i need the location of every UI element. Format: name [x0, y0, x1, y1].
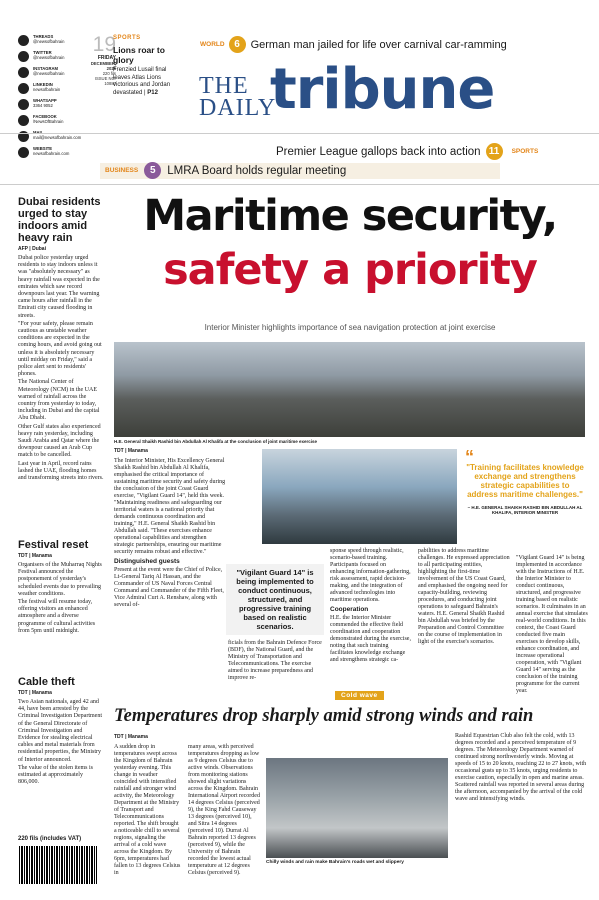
social-text — [33, 114, 64, 124]
barcode — [18, 845, 98, 885]
main-col1-text: The Interior Minister, His Excellency General Shaikh Rashid bin Abdullah Al Khalifa, emphasised the critical importance of sustaining maritime security and safety during the conclusion of the joint Coast Guard exercise, "Vigilant Guard 14", held this week. "Maintaining readiness and safeguarding our territorial waters is a national priority that demands continuous coordination and training," H.E. General Shaikh Rashid bin Abdullah said. "These exercises enhance operational capabilities and strengthen strategic partnerships, ensuring our maritime security remains robust and effective." — [114, 458, 226, 555]
quote-mark-icon: “ — [465, 447, 474, 467]
quote-box — [465, 447, 585, 515]
threads-icon — [18, 35, 29, 46]
paragraph: Two Asian nationals, aged 42 and 44, have been arrested by the Criminal Investigation Department of the General Directorate of Criminal Investigation and Evidence for stealing electrical cables and metal materials from residential properties, the Ministry of Interior announced. — [18, 699, 102, 763]
pull-quote: "Vigilant Guard 14" is being implemented to conduct continuous, structured, and progressive training based on realistic scenarios. — [226, 564, 324, 635]
subhead-distinguished: Distinguished guests — [114, 558, 180, 565]
social-handle: @newsofbahrain — [33, 71, 65, 76]
story-dubai — [18, 196, 104, 483]
social-name: TWITTER — [33, 50, 52, 55]
social-text — [33, 82, 60, 92]
social-name: WEBSITE — [33, 146, 53, 151]
story-cable-body — [18, 699, 104, 786]
social-handle: @newsofbahrain — [33, 39, 65, 44]
facebook-icon — [18, 115, 29, 126]
logo-the: THE — [199, 73, 249, 99]
main-subheadline: Interior Minister highlights importance of sea navigation protection at joint exercise — [204, 323, 496, 332]
linkedin-icon — [18, 83, 29, 94]
social-text — [33, 50, 65, 60]
social-name: LINKEDIN — [33, 82, 53, 87]
date-month-year: DECEMBER, 2025 — [90, 61, 116, 71]
world-headline: German man jailed for life over carnival car-ramming — [250, 38, 507, 51]
sports-teaser-page: P12 — [147, 89, 158, 96]
world-tag: WORLD — [200, 41, 225, 48]
divider — [0, 133, 599, 134]
story-festival-body — [18, 562, 104, 635]
weather-col2: many areas, with perceived temperatures dropping as low as 9 degrees Celsius due to active winds. Observations from monitoring stations showed slight variations across the Kingdom. Bahrain International Airport recorded 14 degrees Celsius (perceived 9), the King Fahd Causeway 13 degrees (perceived 10), and Sitra 14 degrees (perceived 10). Durrat Al Bahrain reported 13 degrees (perceived 9), while the University of Bahrain recorded the lowest actual temperature at 12 degrees Celsius (perceived 9). — [188, 744, 260, 876]
sports-teaser-sub-text: Frenzied Lusail final leaves Atlas Lions victorious and Jordan devastated — [113, 67, 171, 96]
world-teaser[interactable] — [200, 36, 507, 53]
business-page-number: 5 — [144, 162, 161, 179]
social-handle: 3364 9052 — [33, 103, 53, 108]
social-text — [33, 34, 65, 44]
whatsapp-icon — [18, 99, 29, 110]
pl-page-number: 11 — [486, 143, 503, 160]
weather-col3: Rashid Equestrian Club also felt the cold, with 13 degrees recorded and a perceived temperature of 9 degrees. The Meteorology Department warned of continued strong northwesterly winds. Moving at speeds of 15 to 20 knots, reaching 22 to 27 knots, with occasional gusts up to 35 knots, urging residents to exercise caution, especially in open and marine areas. Scattered rainfall was reported in several areas during the afternoon, accompanied by the arrival of the cold wave and intensifying winds. — [455, 733, 587, 802]
main-photo — [114, 342, 585, 437]
barcode-price: 220 fils (includes VAT) — [18, 836, 82, 842]
main-headline-line2[interactable]: safety a priority — [163, 245, 537, 295]
paragraph: "For your safety, please remain cautious as unstable weather conditions are expected in the coming hours, and avoid going out unless it is absolutely necessary until midday on Friday," said a police alert sent to residents' phones. — [18, 320, 102, 378]
social-handle: @newsofbahrain — [33, 55, 65, 60]
weather-col1: A sudden drop in temperatures swept across the Kingdom of Bahrain yesterday evening. This change in weather coincided with intensified rainfall and stronger wind activity, the Meteorology Department at the Ministry of Transport and Telecommunications reported. The shift brought a noticeable chill to several regions, signaling the arrival of a cold wave across the Kingdom. By 6pm, temperatures had fallen to 13 degrees Celsius in — [114, 744, 181, 876]
social-text — [33, 146, 69, 156]
social-handle: newsofbahrain.com — [33, 151, 70, 156]
story-dubai-headline: Dubai residents urged to stay indoors amid heavy rain — [18, 196, 101, 244]
story-festival — [18, 539, 104, 636]
paragraph: The National Center of Meteorology (NCM) in the UAE warned of rainfall across the country from yesterday to today, including in Dubai and the capital Abu Dhabi. — [18, 379, 100, 422]
main-col1 — [114, 458, 226, 609]
date-price: 220 fils — [102, 71, 116, 76]
story-dubai-body — [18, 255, 104, 482]
date-box — [86, 34, 116, 86]
social-text — [33, 130, 81, 140]
story-cable-byline: TDT | Manama — [18, 690, 52, 696]
date-weekday: FRIDAY — [97, 55, 116, 61]
sports-teaser-sub: Frenzied Lusail final leaves Atlas Lions victorious and Jordan devastated | P12 — [113, 67, 171, 96]
date-day-number: 19 — [92, 33, 116, 56]
business-headline: LMRA Board holds regular meeting — [167, 164, 347, 177]
social-item-facebook[interactable] — [18, 114, 108, 128]
quote-text: "Training facilitates knowledge exchange and strengthens strategic capabilities to address maritime challenges." — [466, 463, 584, 499]
caption-text: Chilly winds and rain make Bahrain's roads wet and slippery — [266, 860, 404, 865]
story-festival-byline: TDT | Manama — [18, 553, 52, 559]
weather-byline: TDT | Manama — [114, 734, 148, 740]
website-icon — [18, 147, 29, 158]
date-issue: ISSUE NO. 10887 — [94, 76, 116, 86]
pl-headline: Premier League gallops back into action — [276, 145, 481, 158]
premier-league-teaser[interactable] — [276, 143, 538, 160]
pl-tag: SPORTS — [511, 148, 539, 155]
world-page-number: 6 — [229, 36, 246, 53]
story-cable-theft — [18, 676, 104, 787]
exercise-photo — [262, 449, 457, 544]
social-item-whatsapp[interactable] — [18, 98, 108, 112]
paragraph: The festival will resume today, offering visitors an enhanced atmosphere and a diverse programme of cultural activities from 5pm until midnight. — [18, 599, 96, 634]
main-col5: "Vigilant Guard 14" is being implemented in accordance with the Instructions of H.E. the Interior Minister to conduct continuous, structured, and progressive training based on realistic scenarios. It culminates in an annual exercise that simulates real-world conditions. In this context, the Coast Guard conducted five main exercises to develop skills, enhance coordination, and increase operational cooperation, with "Vigilant Guard 14" serving as the conclusion of the training programme for the current year. — [516, 555, 588, 694]
social-handle: mail@newsofbahrain.com — [33, 135, 82, 140]
caption-text: H.E. General Shaikh Rashid bin Abdullah Al Khalifa at the conclusion of joint maritime exercise — [114, 439, 317, 444]
divider — [0, 184, 599, 185]
main-photo-caption — [114, 439, 585, 444]
main-col3-text: sponse speed through realistic, scenario-based training. Participants focused on enhancing information-gathering, risk assessment, rapid decision-making, and the integration of advanced technologies into maritime operations. — [330, 548, 411, 603]
main-col4: pabilities to address maritime challenges. He expressed appreciation to all participating entities, highlighting the first-time involvement of the US Coast Guard, and emphasised the ongoing need for capacity-building, reviewing procedures, and conducting joint operations to safeguard Bahrain's waters. H.E. General Shaikh Rashid bin Abdullah was briefed by the Preparation and Control Committee on the course of implementation in light of the exercise's scenarios. — [418, 548, 510, 645]
twitter-icon — [18, 51, 29, 62]
sports-teaser-tag: SPORTS — [113, 35, 141, 41]
paragraph: Dubai police yesterday urged residents to stay indoors unless it was "absolutely necessary" as heavy rainfall was expected in the emirates which saw record downpours last year. The warning came hours after rainfall in the Emirati city caused flooding in streets. — [18, 255, 100, 319]
social-name: WHATSAPP — [33, 98, 57, 103]
logo-tribune: tribune — [270, 57, 495, 122]
business-teaser[interactable] — [105, 162, 346, 179]
main-byline: TDT | Manama — [114, 448, 148, 454]
weather-headline[interactable]: Temperatures drop sharply amid strong winds and rain — [114, 706, 534, 726]
social-handle: newsofbahrain — [33, 87, 61, 92]
main-col3b-text: H.E. the Interior Minister commended the effective field coordination and cooperation demonstrated during the exercise, noting that such training facilitates knowledge exchange and strengthens strategic ca- — [330, 615, 411, 663]
quote-attribution: – H.E. GENERAL SHAIKH RASHID BIN ABDULLAH AL KHALIFA, INTERIOR MINISTER — [467, 505, 583, 515]
paragraph: Other Gulf states also experienced heavy rain yesterday, including Saudi Arabia and Qatar where the downpour caused an Arab Cup match to be cancelled. — [18, 423, 101, 459]
paragraph: Last year in April, record rains lashed the UAE, flooding homes and transforming streets into rivers. — [18, 460, 104, 482]
logo-daily: DAILY — [199, 95, 277, 121]
main-col2: ficials from the Bahrain Defence Force (BDF), the National Guard, and the Ministry of Transportation and Telecommunications. The exercise aimed to increase preparedness and improve re- — [228, 640, 322, 681]
business-tag: BUSINESS — [105, 167, 139, 174]
social-name: FACEBOOK — [33, 114, 57, 119]
subhead-cooperation: Cooperation — [330, 606, 369, 613]
paragraph: The value of the stolen items is estimated at approximately 806,000. — [18, 764, 93, 786]
main-col1b-text: Present at the event were the Chief of Police, Lt-General Tariq Al Hassan, and the Commander of US Naval Forces Central Command and Commander of the Fifth Fleet, Vice Admiral Curt A. Renshaw, along with several of- — [114, 567, 224, 608]
social-name: THREADS — [33, 34, 54, 39]
social-item-website[interactable] — [18, 146, 108, 160]
cold-wave-tag: Cold wave — [335, 691, 384, 700]
social-text — [33, 98, 57, 108]
story-dubai-byline: AFP | Dubai — [18, 246, 46, 252]
social-handle: /NewsOfBahrain — [33, 119, 64, 124]
social-name: INSTAGRAM — [33, 66, 59, 71]
weather-photo-caption — [266, 860, 448, 865]
sports-teaser-headline[interactable]: Lions roar to glory — [113, 45, 165, 65]
social-text — [33, 66, 65, 76]
weather-photo — [266, 758, 448, 858]
instagram-icon — [18, 67, 29, 78]
main-headline-line1[interactable]: Maritime security, — [143, 191, 557, 241]
story-festival-headline: Festival reset — [18, 539, 89, 551]
main-col3 — [330, 548, 412, 664]
story-cable-headline: Cable theft — [18, 676, 75, 688]
paragraph: Organisers of the Muharraq Nights Festival announced the postponement of yesterday's scheduled events due to prevailing weather conditions. — [18, 562, 102, 597]
